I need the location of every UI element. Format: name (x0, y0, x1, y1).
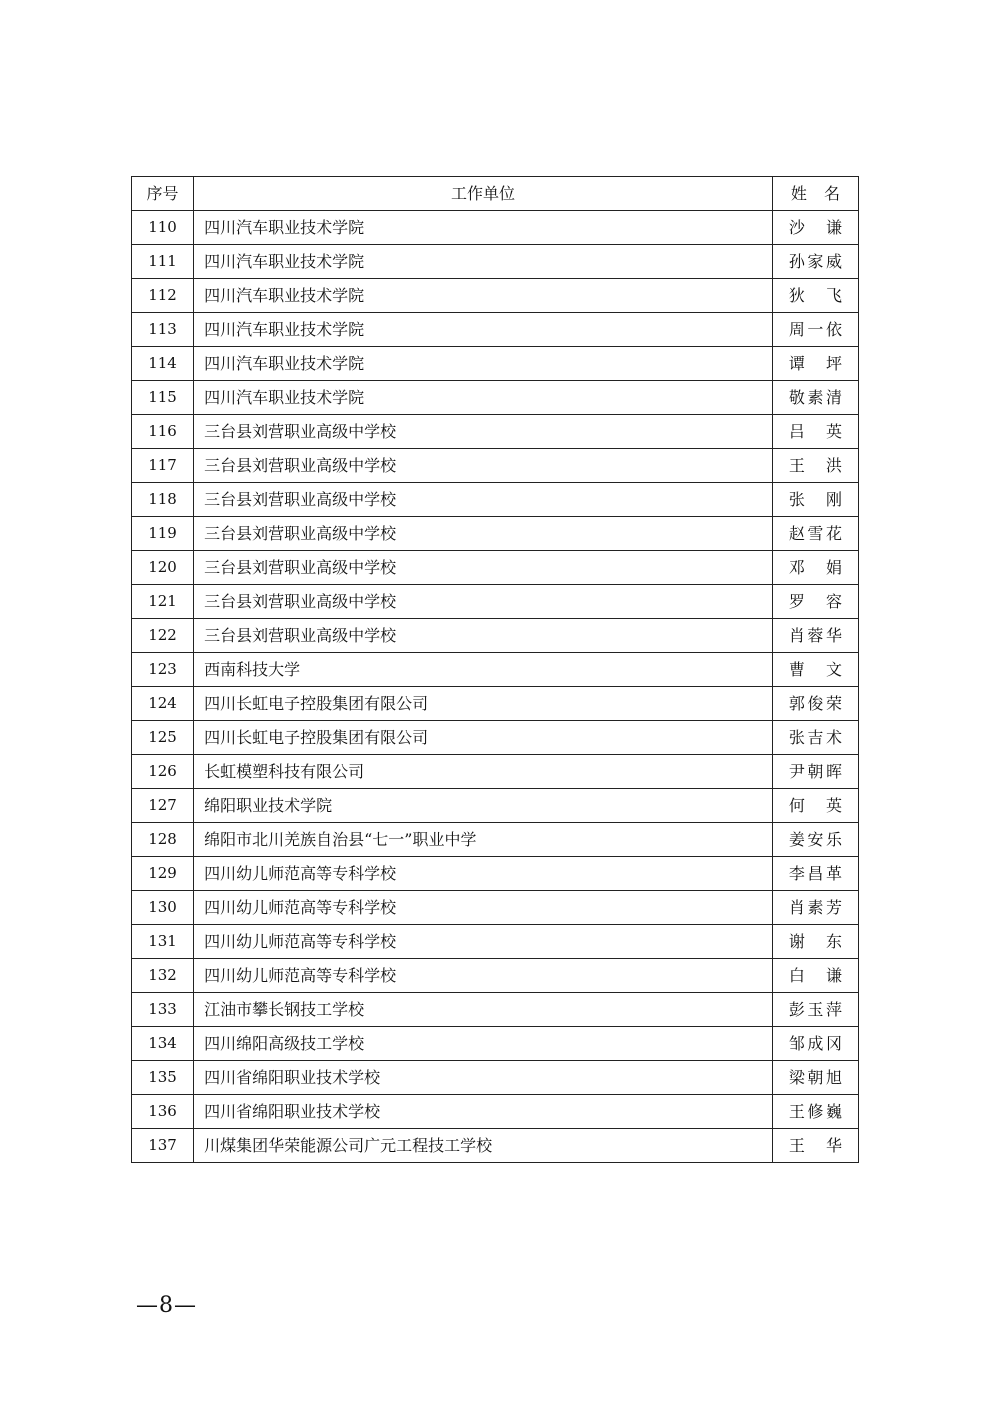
person-name: 沙 谦 (772, 211, 858, 245)
row-number: 120 (132, 551, 194, 585)
work-unit: 四川省绵阳职业技术学校 (194, 1061, 773, 1095)
row-number: 137 (132, 1129, 194, 1163)
row-number: 133 (132, 993, 194, 1027)
person-name: 张吉术 (772, 721, 858, 755)
table-row (132, 1061, 859, 1095)
person-name: 姜安乐 (772, 823, 858, 857)
person-name: 梁朝旭 (772, 1061, 858, 1095)
person-name: 李昌革 (772, 857, 858, 891)
table-row (132, 857, 859, 891)
work-unit: 三台县刘营职业高级中学校 (194, 483, 773, 517)
row-number: 132 (132, 959, 194, 993)
table-row (132, 619, 859, 653)
person-name: 谢 东 (772, 925, 858, 959)
work-unit: 四川汽车职业技术学院 (194, 313, 773, 347)
person-name: 王 华 (772, 1129, 858, 1163)
row-number: 123 (132, 653, 194, 687)
person-name: 邹成冈 (772, 1027, 858, 1061)
person-name: 王修巍 (772, 1095, 858, 1129)
table-row (132, 1027, 859, 1061)
work-unit: 四川幼儿师范高等专科学校 (194, 959, 773, 993)
table-header (132, 177, 859, 211)
person-name: 彭玉萍 (772, 993, 858, 1027)
table-row (132, 449, 859, 483)
header-no: 序号 (132, 177, 194, 211)
person-name: 王 洪 (772, 449, 858, 483)
table-row (132, 1129, 859, 1163)
row-number: 110 (132, 211, 194, 245)
row-number: 122 (132, 619, 194, 653)
person-name: 尹朝晖 (772, 755, 858, 789)
table-row (132, 483, 859, 517)
table-row (132, 211, 859, 245)
work-unit: 三台县刘营职业高级中学校 (194, 517, 773, 551)
table-row (132, 653, 859, 687)
table-row (132, 993, 859, 1027)
work-unit: 四川绵阳高级技工学校 (194, 1027, 773, 1061)
row-number: 114 (132, 347, 194, 381)
person-name: 肖蓉华 (772, 619, 858, 653)
person-name: 郭俊荣 (772, 687, 858, 721)
row-number: 116 (132, 415, 194, 449)
table-row (132, 347, 859, 381)
person-name: 孙家威 (772, 245, 858, 279)
header-unit: 工作单位 (194, 177, 773, 211)
work-unit: 长虹模塑科技有限公司 (194, 755, 773, 789)
person-name: 敬素清 (772, 381, 858, 415)
row-number: 119 (132, 517, 194, 551)
work-unit: 四川长虹电子控股集团有限公司 (194, 687, 773, 721)
person-name: 周一依 (772, 313, 858, 347)
header-name: 姓 名 (772, 177, 858, 211)
work-unit: 四川汽车职业技术学院 (194, 245, 773, 279)
person-name: 谭 坪 (772, 347, 858, 381)
work-unit: 三台县刘营职业高级中学校 (194, 449, 773, 483)
row-number: 128 (132, 823, 194, 857)
work-unit: 四川幼儿师范高等专科学校 (194, 891, 773, 925)
row-number: 129 (132, 857, 194, 891)
work-unit: 三台县刘营职业高级中学校 (194, 619, 773, 653)
table-row (132, 789, 859, 823)
row-number: 131 (132, 925, 194, 959)
row-number: 126 (132, 755, 194, 789)
table-row (132, 585, 859, 619)
row-number: 127 (132, 789, 194, 823)
work-unit: 四川汽车职业技术学院 (194, 381, 773, 415)
table-row (132, 245, 859, 279)
row-number: 112 (132, 279, 194, 313)
work-unit: 三台县刘营职业高级中学校 (194, 415, 773, 449)
work-unit: 四川长虹电子控股集团有限公司 (194, 721, 773, 755)
work-unit: 绵阳市北川羌族自治县“七一”职业中学 (194, 823, 773, 857)
work-unit: 四川汽车职业技术学院 (194, 279, 773, 313)
table-row (132, 687, 859, 721)
table-row (132, 925, 859, 959)
row-number: 118 (132, 483, 194, 517)
row-number: 117 (132, 449, 194, 483)
person-name: 吕 英 (772, 415, 858, 449)
person-name: 白 谦 (772, 959, 858, 993)
work-unit: 四川省绵阳职业技术学校 (194, 1095, 773, 1129)
work-unit: 四川幼儿师范高等专科学校 (194, 857, 773, 891)
person-name: 邓 娟 (772, 551, 858, 585)
table-row (132, 1095, 859, 1129)
table-row (132, 551, 859, 585)
table-row (132, 891, 859, 925)
table-body (132, 211, 859, 1163)
work-unit: 四川汽车职业技术学院 (194, 211, 773, 245)
work-unit: 西南科技大学 (194, 653, 773, 687)
person-name: 罗 容 (772, 585, 858, 619)
row-number: 124 (132, 687, 194, 721)
table-row (132, 517, 859, 551)
work-unit: 三台县刘营职业高级中学校 (194, 551, 773, 585)
work-unit: 三台县刘营职业高级中学校 (194, 585, 773, 619)
table-row (132, 381, 859, 415)
person-name: 曹 文 (772, 653, 858, 687)
table-row (132, 823, 859, 857)
work-unit: 川煤集团华荣能源公司广元工程技工学校 (194, 1129, 773, 1163)
person-name: 何 英 (772, 789, 858, 823)
table-row (132, 755, 859, 789)
header-row (132, 177, 859, 211)
row-number: 125 (132, 721, 194, 755)
table-row (132, 415, 859, 449)
table-row (132, 959, 859, 993)
row-number: 136 (132, 1095, 194, 1129)
row-number: 113 (132, 313, 194, 347)
work-unit: 四川汽车职业技术学院 (194, 347, 773, 381)
person-name: 肖素芳 (772, 891, 858, 925)
work-unit: 四川幼儿师范高等专科学校 (194, 925, 773, 959)
table-row (132, 279, 859, 313)
row-number: 130 (132, 891, 194, 925)
person-name: 张 刚 (772, 483, 858, 517)
table-row (132, 313, 859, 347)
row-number: 111 (132, 245, 194, 279)
row-number: 115 (132, 381, 194, 415)
page-number: —8— (136, 1293, 197, 1318)
work-unit: 江油市攀长钢技工学校 (194, 993, 773, 1027)
row-number: 134 (132, 1027, 194, 1061)
row-number: 121 (132, 585, 194, 619)
person-name: 赵雪花 (772, 517, 858, 551)
row-number: 135 (132, 1061, 194, 1095)
table-row (132, 721, 859, 755)
person-name: 狄 飞 (772, 279, 858, 313)
work-unit: 绵阳职业技术学院 (194, 789, 773, 823)
roster-table (131, 176, 859, 1163)
